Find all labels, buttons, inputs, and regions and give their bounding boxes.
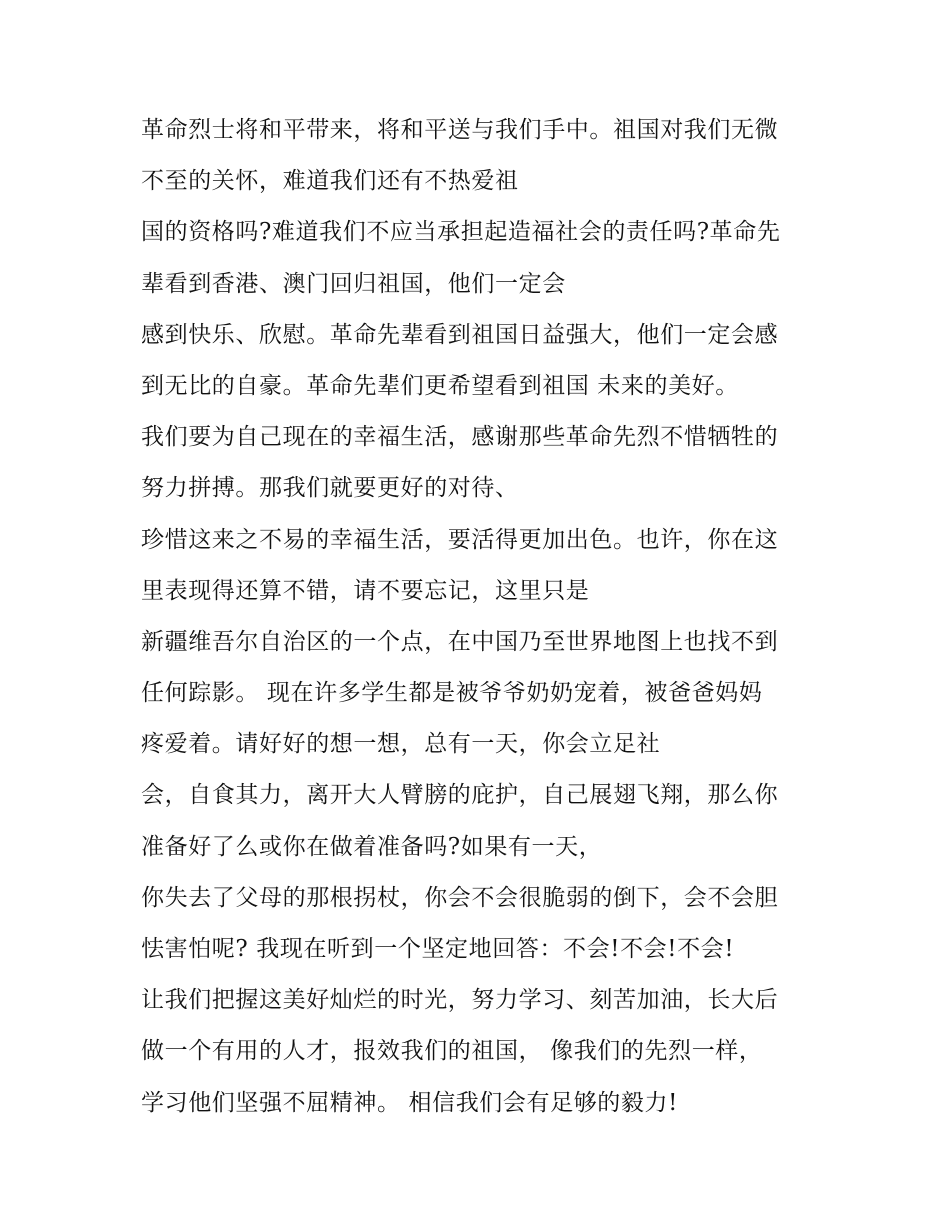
text-line: 我们要为自己现在的幸福生活，感谢那些革命先烈不惜牺牲的 (141, 424, 779, 451)
text-line: 做一个有用的人才，报效我们的祖国， 像我们的先烈一样， (141, 1038, 763, 1065)
text-line: 怯害怕呢? 我现在听到一个坚定地回答：不会!不会!不会! (141, 936, 735, 962)
text-line: 准备好了么或你在做着准备吗?如果有一天， (141, 833, 603, 860)
document-body (141, 108, 821, 1132)
text-line: 国的资格吗?难道我们不应当承担起造福社会的责任吗?革命先 (141, 219, 781, 246)
text-line: 让我们把握这美好灿烂的时光，努力学习、刻苦加油，长大后 (141, 987, 779, 1014)
text-line: 辈看到香港、澳门回归祖国，他们一定会 (141, 270, 566, 297)
text-line: 里表现得还算不错，请不要忘记，这里只是 (141, 577, 590, 604)
text-line: 学习他们坚强不屈精神。 相信我们会有足够的毅力! (141, 1089, 678, 1116)
text-line: 努力拼搏。那我们就要更好的对待、 (141, 475, 519, 502)
text-line: 会，自食其力，离开大人臂膀的庇护，自己展翅飞翔，那么你 (141, 782, 779, 809)
text-line: 你失去了父母的那根拐杖，你会不会很脆弱的倒下，会不会胆 (141, 884, 779, 911)
text-line: 不至的关怀，难道我们还有不热爱祖 (141, 168, 519, 195)
text-line: 感到快乐、欣慰。革命先辈看到祖国日益强大，他们一定会感 (141, 321, 779, 348)
text-line: 到无比的自豪。革命先辈们更希望看到祖国 未来的美好。 (141, 372, 739, 399)
text-line: 任何踪影。 现在许多学生都是被爷爷奶奶宠着，被爸爸妈妈 (141, 680, 763, 707)
text-line: 珍惜这来之不易的幸福生活，要活得更加出色。也许，你在这 (141, 526, 779, 553)
text-line: 新疆维吾尔自治区的一个点，在中国乃至世界地图上也找不到 (141, 628, 779, 655)
text-line: 疼爱着。请好好的想一想，总有一天，你会立足社 (141, 731, 661, 758)
text-line: 革命烈士将和平带来，将和平送与我们手中。祖国对我们无微 (141, 117, 779, 143)
